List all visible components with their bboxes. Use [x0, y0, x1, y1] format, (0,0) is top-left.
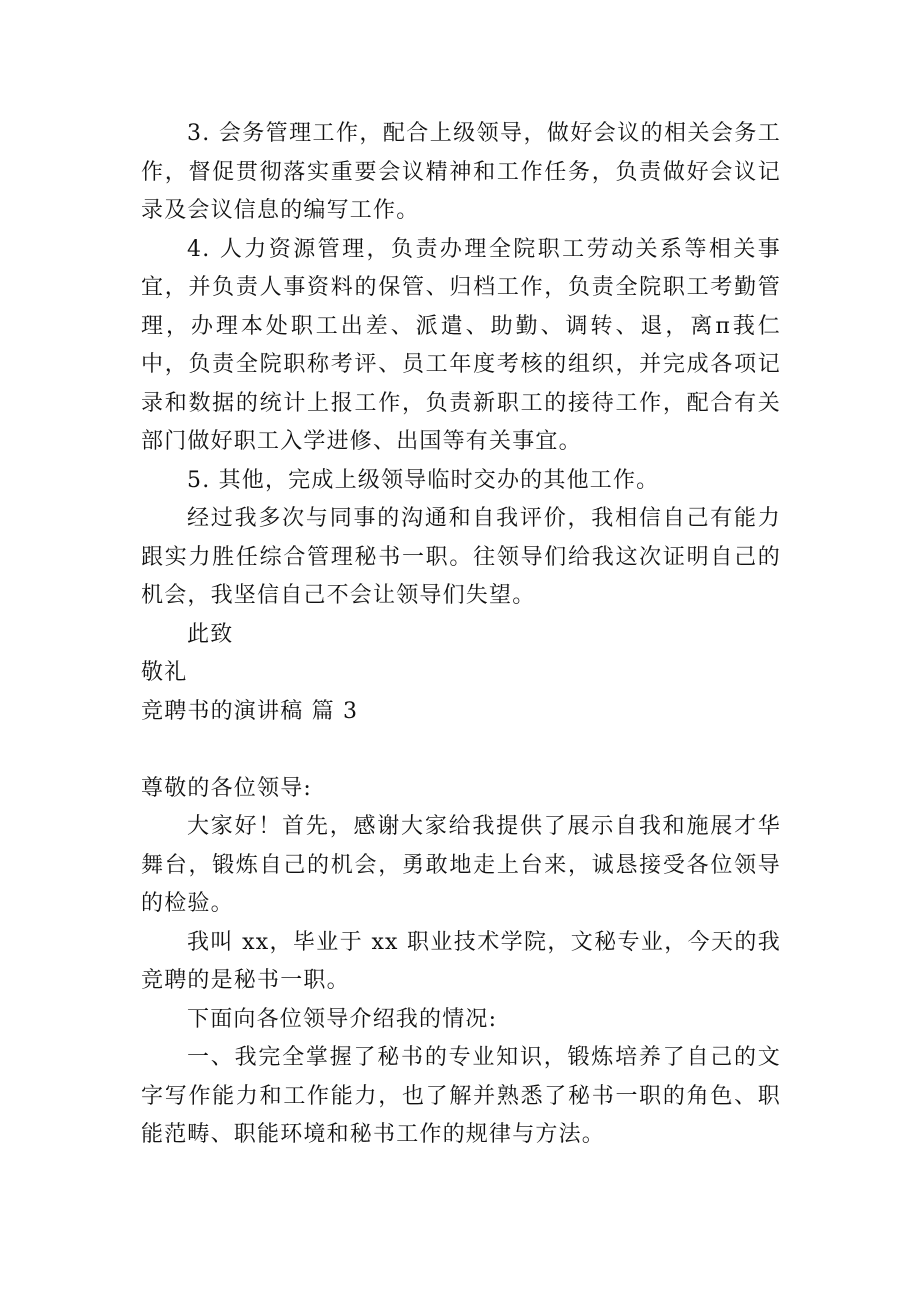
closing-jingli: 敬礼	[141, 660, 188, 685]
closing-cizhi: 此致	[187, 621, 234, 647]
paragraph-meeting-management: 3. 会务管理工作，配合上级领导，做好会议的相关会务工作，督促贯彻落实重要会议精神和工作任务，负责做好会议记录及会议信息的编写工作。	[141, 121, 781, 223]
paragraph-human-resources: 4. 人力资源管理，负责办理全院职工劳动关系等相关事宜，并负责人事资料的保管、归档工作，负责全院职工考勤管理，办理本处职工出差、派遣、助勤、调转、退，离π莪仁中，负责全院职称考评、员工年度考核的组织，并完成各项记录和数据的统计上报工作，负责新职工的接待工作，配合有关部门做好职工入学进修、出国等有关事宜。	[141, 236, 781, 454]
blank-line	[141, 731, 781, 770]
paragraph-opening: 大家好！首先，感谢大家给我提供了展示自我和施展才华舞台，锻炼自己的机会，勇敢地走上台来，诚恳接受各位领导的检验。	[141, 814, 781, 916]
paragraph-other-duties: 5. 其他，完成上级领导临时交办的其他工作。	[187, 467, 660, 493]
paragraph-self-evaluation: 经过我多次与同事的沟通和自我评价，我相信自己有能力跟实力胜任综合管理秘书一职。往领导们给我这次证明自己的机会，我坚信自己不会让领导们失望。	[141, 506, 781, 608]
salutation: 尊敬的各位领导:	[141, 775, 313, 801]
paragraph-introduction: 我叫 xx，毕业于 xx 职业技术学院，文秘专业，今天的我竞聘的是秘书一职。	[141, 929, 781, 993]
paragraph-point-one: 一、我完全掌握了秘书的专业知识，锻炼培养了自己的文字写作能力和工作能力，也了解并熟悉了秘书一职的角色、职能范畴、职能环境和秘书工作的规律与方法。	[141, 1045, 781, 1147]
paragraph-transition: 下面向各位领导介绍我的情况:	[187, 1006, 498, 1032]
document-body	[141, 115, 781, 1155]
section-title: 竞聘书的演讲稿 篇 3	[141, 698, 359, 724]
